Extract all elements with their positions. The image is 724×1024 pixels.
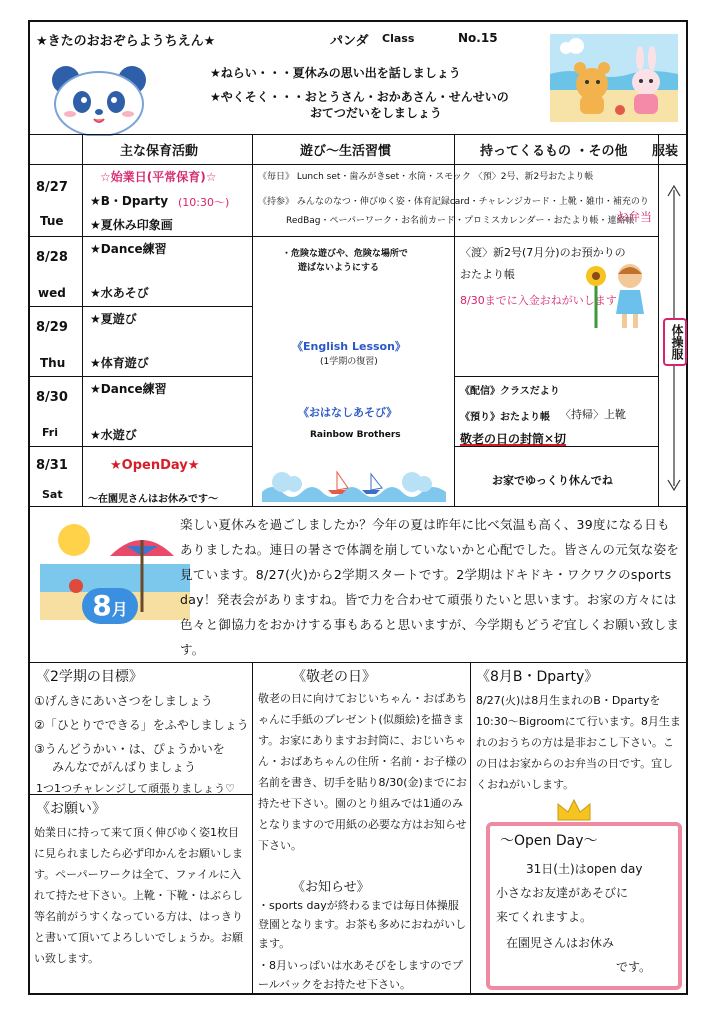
activity-2a: ★Dance練習 xyxy=(90,242,167,256)
col-clothes: 服装 xyxy=(652,144,679,159)
bring-items2: RedBag・ペーパーワーク・お名前カード・プロミスカレンダー・おたより帳・連絡帳 xyxy=(286,216,635,226)
bring-bento: お弁当 xyxy=(616,210,653,224)
activity-3b: ★体育遊び xyxy=(90,356,149,370)
goal-4: 1つ1つチャレンジして頑張りましょう♡ xyxy=(36,782,235,795)
clothes-label: 体操服 xyxy=(663,318,687,366)
dow-5: Sat xyxy=(42,488,63,501)
beach-animals-illustration xyxy=(550,34,678,122)
play-story-sub: Rainbow Brothers xyxy=(310,430,401,440)
play-english-sub: (1学期の復習) xyxy=(320,357,378,367)
bday-text: 8/27(火)は8月生まれのB・Dpartyを10:30～Bigroomにて行います。8月生まれのおうちの方は是非おこし下さい。この日はお家からのお弁当の日です。宜しくおねがいします。 xyxy=(476,694,681,791)
activity-2b: ★水あそび xyxy=(90,286,149,300)
activity-1a: ☆始業日(平常保育)☆ xyxy=(100,170,217,184)
col-bring: 持ってくるもの ・その他 xyxy=(480,144,628,159)
activity-4a: ★Dance練習 xyxy=(90,382,167,396)
play-safety-2: 遊ばないようにする xyxy=(298,263,380,273)
bring-2-line2: おたより帳 xyxy=(460,268,515,281)
promise-text-1: ★やくそく・・・おとうさん・おかあさん・せんせいの xyxy=(210,90,509,104)
dow-4: Fri xyxy=(42,426,59,439)
open-day-3: 来てくれますよ。 xyxy=(496,910,593,924)
class-label: Class xyxy=(382,32,415,45)
open-day-title: ～Open Day～ xyxy=(500,833,598,849)
open-day-1: 31日(土)はopen day xyxy=(526,862,643,876)
date-2: 8/28 xyxy=(36,250,68,265)
bring-2-line3: 8/30までに入金おねがいします xyxy=(460,294,617,307)
goal-3b: みんなでがんばりましょう xyxy=(52,760,197,774)
crown-icon xyxy=(554,798,594,824)
requests-text: 始業日に持って来て頂く伸びゆく姿1枚目に見られましたら必ず印かんをお願いします。ペーパーワークは全て、ファイルに入れて持たせ下さい。上靴・下靴・はぶらし等名前がうすくなっている方は、はっきりと書いて頂いてよろしいでしょうか。お願い致します。 xyxy=(34,826,243,965)
girl-sunflower-illustration xyxy=(584,258,654,336)
aim-text: ★ねらい・・・夏休みの思い出を話しましょう xyxy=(210,66,461,80)
date-5: 8/31 xyxy=(36,458,68,473)
dow-1: Tue xyxy=(40,214,64,228)
dow-3: Thu xyxy=(40,356,66,370)
goal-1: ①げんきにあいさつをしましょう xyxy=(34,694,213,708)
notice-1: ・sports dayが終わるまでは毎日体操服登園となります。お茶も多めにおねがいします。 xyxy=(258,899,467,950)
dow-2: wed xyxy=(38,286,66,300)
greeting-message: 楽しい夏休みを過ごしましたか？今年の夏は昨年に比べ気温も高く、39度になる日もありましたね。連日の暑さで体調を崩していないかと心配でした。皆さんの元気な姿を見ています。8/27(火)から2学期スタートです。2学期はドキドキ・ワクワクのsports day！発表会がありますね。皆で力を合わせて頑張りたいと思います。お家の方々には色々と御協力をおかけする事もあると思いますが、今学期もどうぞ宜しくお願い致します。 xyxy=(180,517,680,657)
activity-3a: ★夏遊び xyxy=(90,312,137,326)
date-1: 8/27 xyxy=(36,180,68,195)
month-badge xyxy=(82,588,138,624)
open-day-2: 小さなお友達があそびに xyxy=(496,886,629,900)
col-play: 遊び～生活習慣 xyxy=(300,144,392,159)
bring-4-line2: 《預り》おたより帳 xyxy=(460,412,550,423)
bring-4-line3: 敬老の日の封筒✕切 xyxy=(460,432,567,446)
play-safety-1: ・危険な遊びや、危険な場所で xyxy=(282,249,408,259)
col-activity: 主な保育活動 xyxy=(120,144,199,159)
bring-2-line1: 〈渡〉新2号(7月分)のお預かりの xyxy=(460,246,626,259)
activity-1c: ★夏休み印象画 xyxy=(90,218,173,232)
notice-2: ・8月いっぱいは水あそびをしますのでプールバックをお持たせ下さい。 xyxy=(258,959,463,991)
activity-1b: ★B・Dparty xyxy=(90,194,169,208)
play-story: 《おはなしあそび》 xyxy=(298,406,398,419)
sea-boats-illustration xyxy=(262,462,446,502)
bring-5-text: お家でゆっくり休んでね xyxy=(492,474,613,487)
bring-daily: 《毎日》 Lunch set・歯みがきset・水筒・スモック 〈預〉2号、新2号おたより帳 xyxy=(258,172,594,182)
bring-4-line2b: 〈持帰〉上靴 xyxy=(560,408,626,421)
month-number: 8 xyxy=(92,589,112,622)
open-day-5: です。 xyxy=(616,960,652,974)
respect-text: 敬老の日に向けておじいちゃん・おばあちゃんに手紙のプレゼント(似顔絵)を描きます。お家にありますお封筒に、おじいちゃん・おばあちゃんの住所・名前・お子様の名前を書き、切手を貼り8/30(金)までにお持たせ下さい。園のとり組みでは1通のみとなりますので用紙の必要な方はお知らせ下さい。 xyxy=(258,692,467,852)
bring-4-line1: 《配信》クラスだより xyxy=(460,386,560,397)
class-name: パンダ xyxy=(330,34,369,49)
school-name: ★きたのおおぞらようちえん★ xyxy=(36,34,216,49)
date-3: 8/29 xyxy=(36,320,68,335)
goal-2: ②「ひとりでできる」をふやしましょう xyxy=(34,718,249,732)
month-suffix: 月 xyxy=(111,600,128,619)
respect-title: 《敬老の日》 xyxy=(292,669,376,685)
promise-text-2: おてつだいをしましょう xyxy=(310,106,442,120)
requests-title: 《お願い》 xyxy=(36,801,106,817)
activity-5b: ～在園児さんはお休みです～ xyxy=(88,494,218,505)
goal-3a: ③うんどうかい・は、ぴょうかいを xyxy=(34,742,225,756)
play-english: 《English Lesson》 xyxy=(292,340,406,353)
notice-title: 《お知らせ》 xyxy=(292,880,370,895)
open-day-4: 在園児さんはお休み xyxy=(506,936,615,950)
activity-5a: ★OpenDay★ xyxy=(110,458,200,473)
bday-title: 《8月B・Dparty》 xyxy=(476,669,599,685)
activity-1b-note: (10:30～) xyxy=(178,196,230,209)
issue-number: No.15 xyxy=(458,31,498,45)
bring-items: 《持参》 みんなのなつ・伸びゆく姿・体育記録card・チャレンジカード・上靴・雑巾・補充のり xyxy=(258,197,649,207)
panda-icon xyxy=(44,62,154,136)
newsletter xyxy=(28,20,688,995)
date-4: 8/30 xyxy=(36,390,68,405)
goals-title: 《2学期の目標》 xyxy=(36,669,143,685)
activity-4b: ★水遊び xyxy=(90,428,137,442)
